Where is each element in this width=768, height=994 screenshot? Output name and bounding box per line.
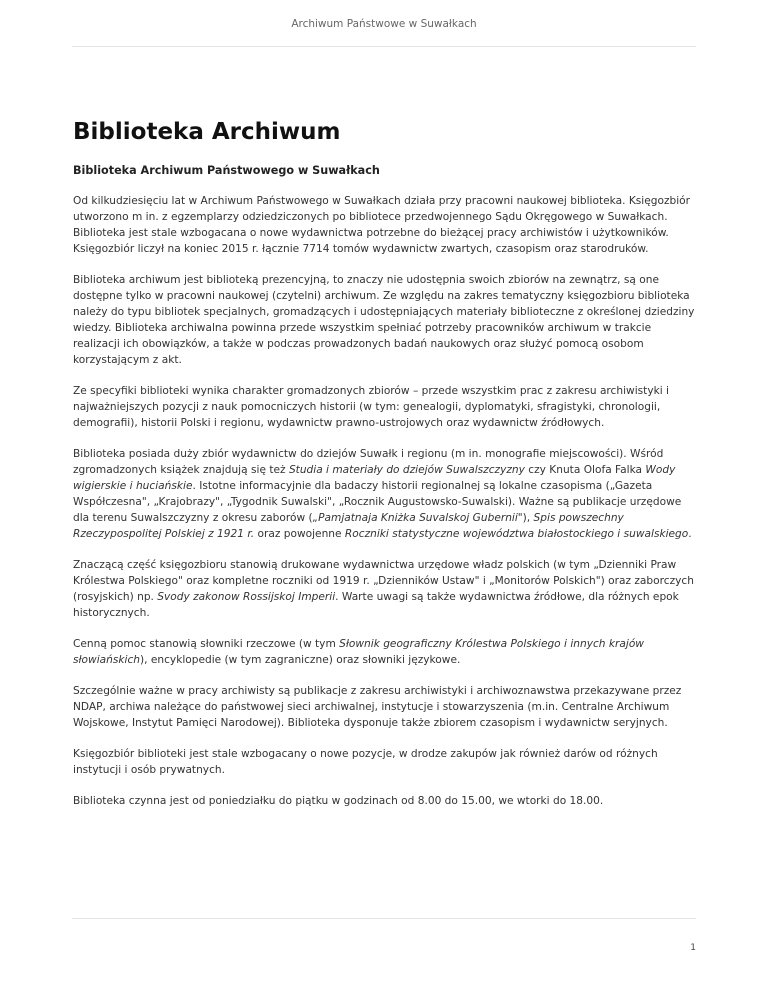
paragraph-3: Ze specyfiki biblioteki wynika charakter gromadzonych zbiorów – przede wszystkim prac z zakresu archiwistyki i najważniejszych pozycji z nauk pomocniczych historii (w tym: genealogii, dyplomatyki, sfragistyki, chronologii, demografii), historii Polski i regionu, wydawnictw prawno-ustrojowych oraz wydawnictw źródłowych. [73, 385, 669, 429]
paragraph-8: Księgozbiór biblioteki jest stale wzbogacany o nowe pozycje, w drodze zakupów jak również darów od różnych instytucji i osób prywatnych. [73, 748, 658, 776]
page-header [72, 0, 696, 47]
paragraph-5 [73, 557, 695, 621]
page-number: 1 [690, 943, 696, 953]
p4-italic-2: Wody wigierskie i huciańskie [73, 464, 676, 492]
p4-italic-3: „Pamjatnaja Kniżka Suvalskoj Gubernii" [312, 512, 523, 524]
paragraph-2: Biblioteka archiwum jest biblioteką prezencyjną, to znaczy nie udostępnia swoich zbiorów na zewnątrz, są one dostępne tylko w pracowni naukowej (czytelni) archiwum. Ze względu na zakres tematyczny księgozbioru biblioteka należy do typu bibliotek specjalnych, gromadzących i udostępniających materiały biblioteczne z określonej dziedziny wiedzy. Biblioteka archiwalna powinna przede wszystkim spełniać potrzeby pracowników archiwum w trakcie realizacji ich obowiązków, a także w podczas prowadzonych badań naukowych oraz służyć pomocą osobom korzystającym z akt. [73, 274, 695, 366]
p4-text-6: . [688, 528, 692, 540]
header-title: Archiwum Państwowe w Suwałkach [291, 18, 477, 30]
p5-text-2: . Warte uwagi są także wydawnictwa źródłowe, dla różnych epok historycznych. [73, 591, 679, 619]
p4-italic-5: Roczniki statystyczne województwa białostockiego i suwalskiego [344, 528, 689, 540]
article [73, 118, 695, 824]
p4-italic-4: Spis powszechny Rzeczypospolitej Polskiej z 1921 r. [73, 512, 624, 540]
p4-italic-1: Studia i materiały do dziejów Suwalszczyzny [288, 464, 525, 476]
p6-italic-1: Słownik geograficzny Królestwa Polskiego i innych krajów słowiańskich [73, 638, 644, 666]
paragraph-7: Szczególnie ważne w pracy archiwisty są publikacje z zakresu archiwistyki i archiwoznawstwa przekazywane przez NDAP, archiwa należące do państwowej sieci archiwalnej, instytucje i stowarzyszenia (m.in. Centralne Archiwum Wojskowe, Instytut Pamięci Narodowej). Biblioteka dysponuje także zbiorem czasopism i wydawnictw seryjnych. [73, 685, 682, 729]
paragraph-9: Biblioteka czynna jest od poniedziałku do piątku w godzinach od 8.00 do 15.00, we wtorki do 18.00. [73, 795, 604, 807]
p5-text-1: Znaczącą część księgozbioru stanowią drukowane wydawnictwa urzędowe władz polskich (w tym „Dzienniki Praw Królestwa Polskiego" oraz kompletne roczniki od 1919 r. „Dzienników Ustaw" i „Monitorów Polskich") oraz zaborczych (rosyjskich) np. [73, 559, 694, 603]
p4-text-5: oraz powojenne [254, 528, 345, 540]
p6-text-2: ), encyklopedie (w tym zagraniczne) oraz słowniki językowe. [140, 654, 461, 666]
paragraph-1: Od kilkudziesięciu lat w Archiwum Państwowego w Suwałkach działa przy pracowni naukowej biblioteka. Księgozbiór utworzono m in. z egzemplarzy odziedziczonych po bibliotece przedwojennego Sądu Okręgowego w Suwałkach. Biblioteka jest stale wzbogacana o nowe wydawnictwa potrzebne do bieżącej pracy archiwistów i użytkowników. Księgozbiór liczył na koniec 2015 r. łącznie 7714 tomów wydawnictw zwartych, czasopism oraz starodruków. [73, 195, 691, 255]
paragraph-6 [73, 636, 695, 668]
p5-italic-1: Svody zakonow Rossijskoj Imperii [157, 591, 336, 603]
p4-text-3: . Istotne informacyjnie dla badaczy historii regionalnej są lokalne czasopisma („Gazeta Współczesna", „Krajobrazy", „Tygodnik Suwalski", „Rocznik Augustowsko-Suwalski). Ważne są publikacje urzędowe dla terenu Suwalszczyzny z okresu zaborów ( [73, 480, 682, 524]
page-title: Biblioteka Archiwum [73, 119, 341, 145]
p6-text-1: Cenną pomoc stanowią słowniki rzeczowe (w tym [73, 638, 340, 650]
p4-text-2: czy Knuta Olofa Falka [524, 464, 646, 476]
p4-text-4: ), [522, 512, 534, 524]
paragraph-4 [73, 446, 695, 542]
page-footer [72, 918, 696, 953]
article-subtitle: Biblioteka Archiwum Państwowego w Suwałkach [73, 164, 380, 177]
p4-text-1: Biblioteka posiada duży zbiór wydawnictw do dziejów Suwałk i regionu (m in. monografie miejscowości). Wśród zgromadzonych książek znajdują się też [73, 448, 664, 476]
